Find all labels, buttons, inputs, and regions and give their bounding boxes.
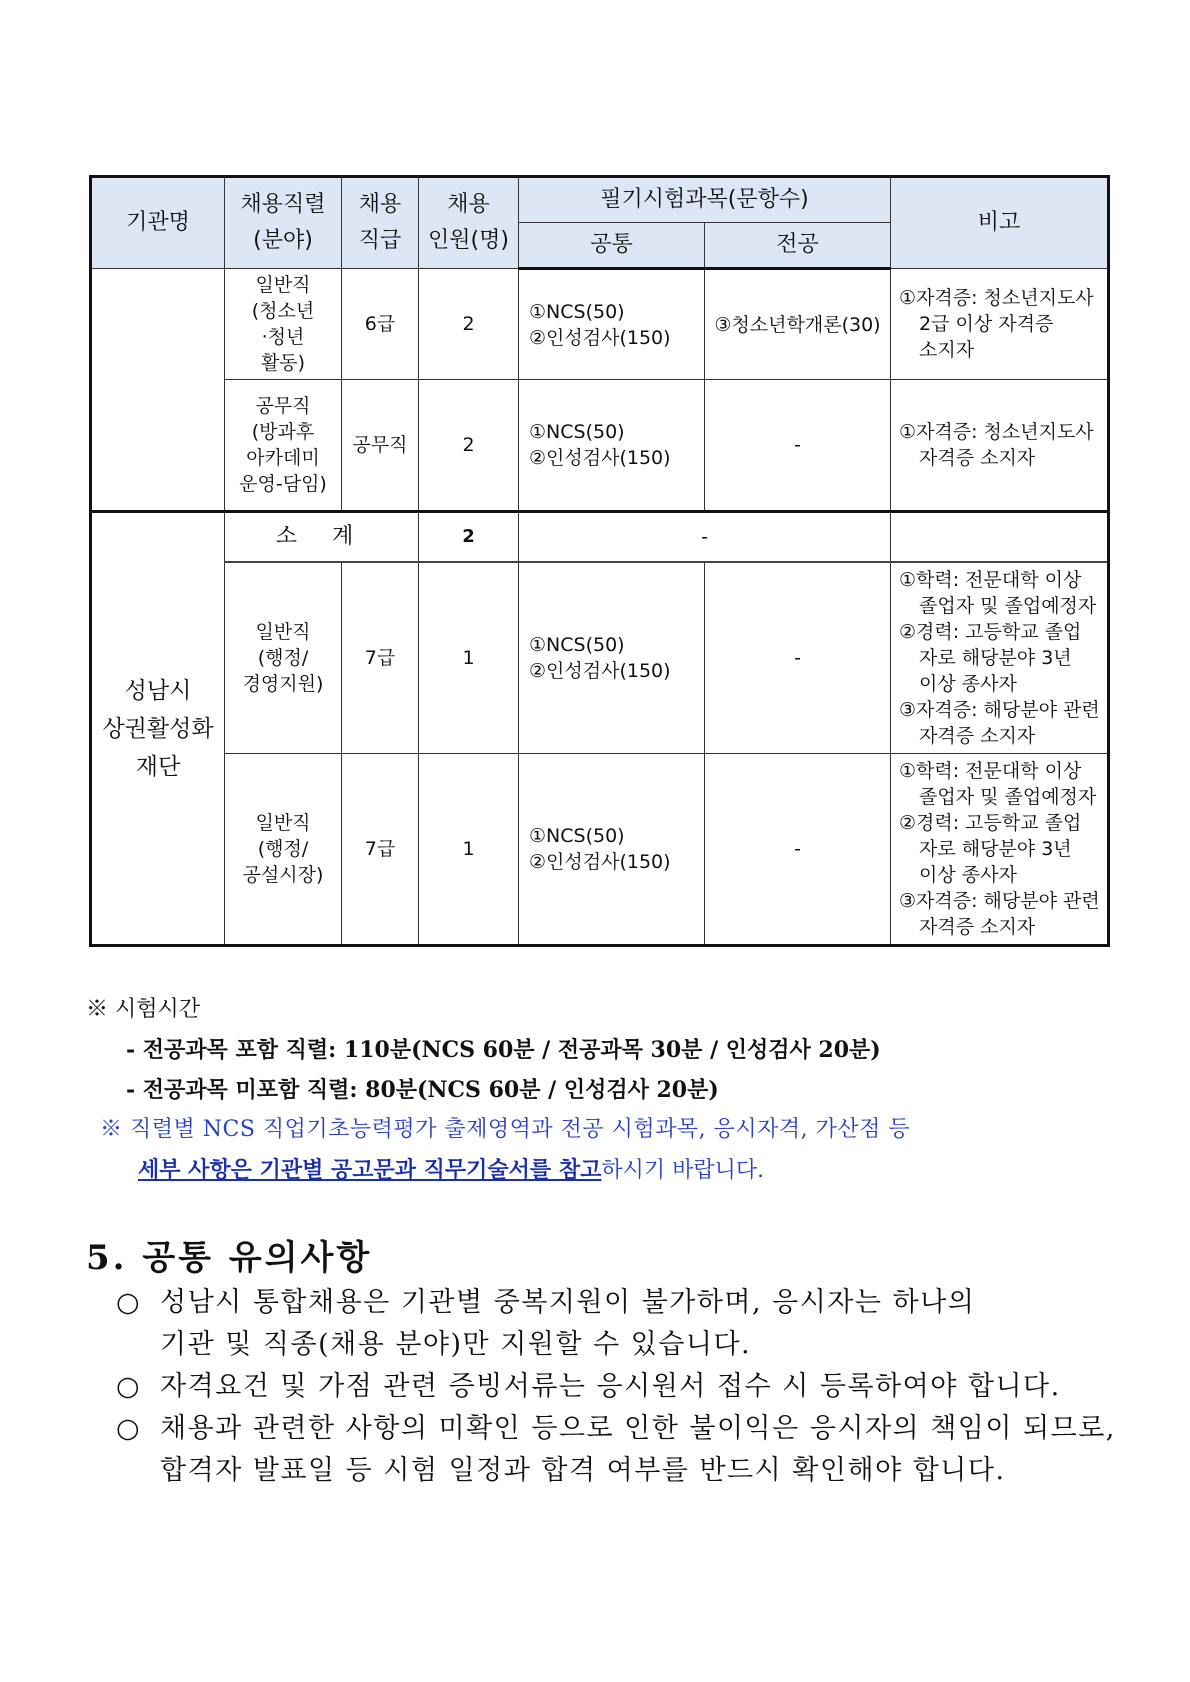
reference-rest: 하시기 바랍니다. — [601, 1158, 765, 1183]
position-cell: 일반직 (청소년 ·청년 활동) — [225, 269, 342, 380]
header-common: 공통 — [519, 223, 705, 269]
table-row — [91, 754, 1109, 946]
exam-notes — [86, 990, 1116, 1191]
exam-time-line-1: - 전공과목 포함 직렬: 110분(NCS 60분 / 전공과목 30분 / 인성검사 20분) — [126, 1037, 881, 1063]
bullet-circle-icon: ○ — [116, 1371, 140, 1402]
major-cell: - — [705, 380, 891, 512]
header-remark: 비고 — [891, 177, 1109, 269]
list-item: ○ 자격요건 및 가점 관련 증빙서류는 응시원서 접수 시 등록하여야 합니다. — [116, 1366, 1116, 1408]
reference-note-cont — [86, 1150, 1116, 1191]
exam-time-title: ※ 시험시간 — [86, 997, 201, 1022]
major-cell: - — [705, 562, 891, 754]
header-grade: 채용 직급 — [342, 177, 419, 269]
table-row — [91, 562, 1109, 754]
remark-cell: ①자격증: 청소년지도사 자격증 소지자 — [891, 380, 1109, 512]
grade-cell: 7급 — [342, 754, 419, 946]
header-org: 기관명 — [91, 177, 225, 269]
list-item: ○ 성남시 통합채용은 기관별 중복지원이 불가하며, 응시자는 하나의 — [116, 1282, 1116, 1324]
header-exam: 필기시험과목(문항수) — [519, 177, 891, 223]
common-cell: ①NCS(50) ②인성검사(150) — [519, 562, 705, 754]
header-count: 채용 인원(명) — [419, 177, 519, 269]
bullet-circle-icon: ○ — [116, 1287, 140, 1318]
grade-cell: 6급 — [342, 269, 419, 380]
table-row — [91, 269, 1109, 380]
common-cell: ①NCS(50) ②인성검사(150) — [519, 269, 705, 380]
grade-cell: 공무직 — [342, 380, 419, 512]
org-cell-empty — [91, 269, 225, 512]
subtotal-major: - — [519, 512, 891, 562]
count-cell: 2 — [419, 269, 519, 380]
remark-cell: ①학력: 전문대학 이상 졸업자 및 졸업예정자 ②경력: 고등학교 졸업 자로 해당분야 3년 이상 종사자 ③자격증: 해당분야 관련 자격증 소지자 — [891, 754, 1109, 946]
common-cell: ①NCS(50) ②인성검사(150) — [519, 380, 705, 512]
subtotal-row — [91, 512, 1109, 562]
remark-cell: ①학력: 전문대학 이상 졸업자 및 졸업예정자 ②경력: 고등학교 졸업 자로 해당분야 3년 이상 종사자 ③자격증: 해당분야 관련 자격증 소지자 — [891, 562, 1109, 754]
subtotal-count: 2 — [419, 512, 519, 562]
count-cell: 1 — [419, 754, 519, 946]
section-title: 5. 공통 유의사항 — [86, 1238, 373, 1278]
position-cell: 일반직 (행정/ 경영지원) — [225, 562, 342, 754]
grade-cell: 7급 — [342, 562, 419, 754]
header-major: 전공 — [705, 223, 891, 269]
reference-underlined: 세부 사항은 기관별 공고문과 직무기술서를 참고 — [138, 1157, 602, 1183]
subtotal-label: 소 계 — [225, 512, 419, 562]
section-bullets — [116, 1282, 1116, 1492]
exam-time-line-2: - 전공과목 미포함 직렬: 80분(NCS 60분 / 인성검사 20분) — [126, 1077, 719, 1103]
bullet-circle-icon: ○ — [116, 1413, 140, 1444]
major-cell: ③청소년학개론(30) — [705, 269, 891, 380]
recruitment-table — [89, 175, 1110, 947]
count-cell: 2 — [419, 380, 519, 512]
table-row — [91, 380, 1109, 512]
list-item: ○ 채용과 관련한 사항의 미확인 등으로 인한 불이익은 응시자의 책임이 되므로, — [116, 1408, 1116, 1450]
list-item-cont: 합격자 발표일 등 시험 일정과 합격 여부를 반드시 확인해야 합니다. — [160, 1455, 1006, 1486]
common-cell: ①NCS(50) ②인성검사(150) — [519, 754, 705, 946]
header-position: 채용직렬 (분야) — [225, 177, 342, 269]
position-cell: 공무직 (방과후 아카데미 운영-담임) — [225, 380, 342, 512]
subtotal-remark — [891, 512, 1109, 562]
position-cell: 일반직 (행정/ 공설시장) — [225, 754, 342, 946]
org-cell: 성남시 상권활성화 재단 — [91, 512, 225, 946]
reference-note: ※ 직렬별 NCS 직업기초능력평가 출제영역과 전공 시험과목, 응시자격, 가산점 등 — [100, 1117, 911, 1142]
list-item-cont: 기관 및 직종(채용 분야)만 지원할 수 있습니다. — [160, 1329, 752, 1360]
count-cell: 1 — [419, 562, 519, 754]
remark-cell: ①자격증: 청소년지도사 2급 이상 자격증 소지자 — [891, 269, 1109, 380]
major-cell: - — [705, 754, 891, 946]
